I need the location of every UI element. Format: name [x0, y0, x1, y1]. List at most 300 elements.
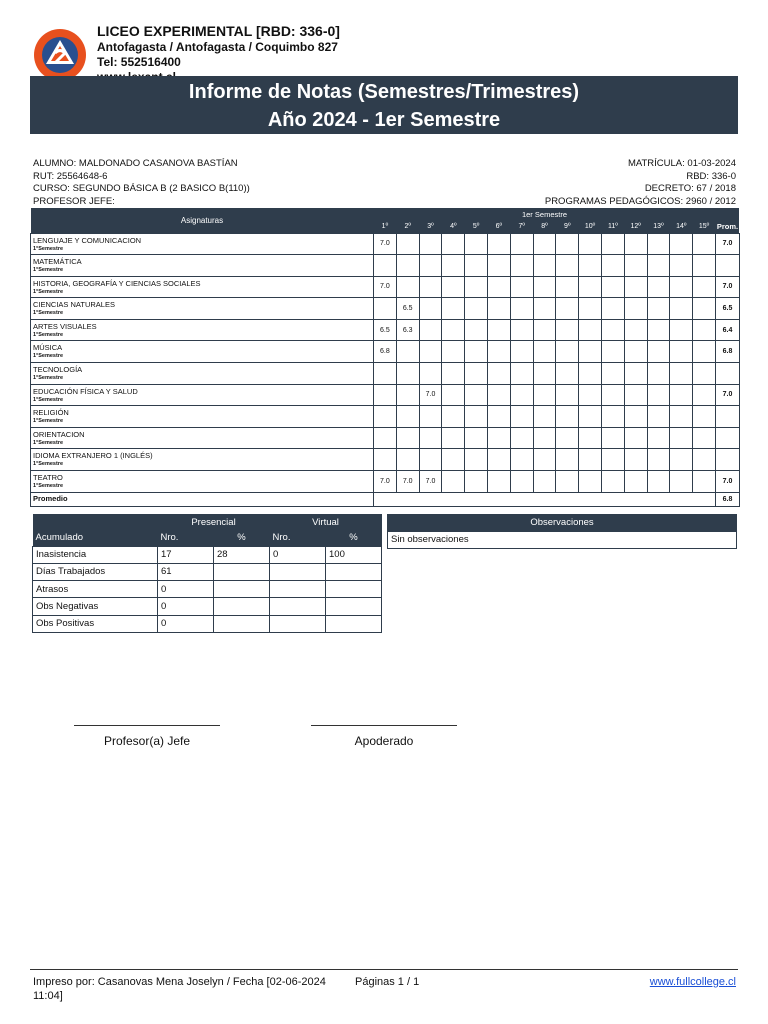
decree: DECRETO: 67 / 2018 [644, 183, 736, 194]
grade-cell [601, 341, 624, 363]
grade-col-header: 5º [465, 220, 488, 233]
subject-cell [31, 255, 374, 277]
subject-average [715, 449, 739, 471]
grade-cell [556, 233, 579, 255]
semester-header: 1er Semestre [374, 208, 716, 220]
grade-cell [510, 363, 533, 385]
grade-cell [533, 384, 556, 406]
grade-col-header: 2º [396, 220, 419, 233]
attendance-table [32, 514, 382, 633]
grade-cell [624, 471, 647, 493]
subject-average: 7.0 [715, 233, 739, 255]
attendance-row [33, 581, 382, 598]
grade-cell [487, 298, 510, 320]
grade-cell [442, 298, 465, 320]
student-rut: RUT: 25564648-6 [33, 170, 108, 182]
grade-cell [419, 341, 442, 363]
grade-cell: 6.5 [396, 298, 419, 320]
grade-cell [624, 406, 647, 428]
grade-cell [556, 384, 579, 406]
attendance-cell [326, 598, 382, 615]
grade-cell [510, 449, 533, 471]
subject-row [31, 233, 740, 255]
subject-cell [31, 427, 374, 449]
grade-cell [693, 255, 716, 277]
grade-cell [670, 449, 693, 471]
grade-col-header: 4º [442, 220, 465, 233]
grade-cell [601, 276, 624, 298]
attendance-cell: 61 [158, 563, 214, 580]
grade-cell [487, 255, 510, 277]
subject-cell [31, 233, 374, 255]
grade-cell [624, 341, 647, 363]
grade-cell [533, 233, 556, 255]
grade-cell [442, 255, 465, 277]
grade-cell [442, 363, 465, 385]
grade-cell [533, 298, 556, 320]
subject-row [31, 319, 740, 341]
enrollment-date: MATRÍCULA: 01-03-2024 [627, 158, 736, 169]
subject-term: 1°Semestre [33, 331, 64, 338]
subject-cell [31, 471, 374, 493]
grade-cell: 7.0 [419, 384, 442, 406]
grade-cell [465, 298, 488, 320]
grade-cell [487, 449, 510, 471]
grade-cell [533, 363, 556, 385]
grade-cell [419, 406, 442, 428]
grade-cell [510, 319, 533, 341]
grade-cell [579, 363, 602, 385]
attendance-cell [270, 581, 326, 598]
subject-term: 1°Semestre [33, 418, 64, 425]
grade-cell [647, 319, 670, 341]
grade-cell [465, 384, 488, 406]
grade-cell [579, 406, 602, 428]
grade-cell [442, 406, 465, 428]
grade-cell [374, 298, 397, 320]
grade-cell [419, 319, 442, 341]
grade-cell [693, 233, 716, 255]
grade-cell [396, 233, 419, 255]
grade-cell [693, 384, 716, 406]
grade-cell [670, 427, 693, 449]
grade-cell [647, 427, 670, 449]
grade-cell [647, 384, 670, 406]
student-info [33, 158, 250, 208]
observations-box [387, 514, 737, 549]
grade-cell [647, 255, 670, 277]
average-label: Promedio [31, 492, 374, 506]
grade-cell [374, 384, 397, 406]
grade-cell [670, 255, 693, 277]
subject-term: 1°Semestre [33, 267, 64, 274]
printed-by-line2: 11:04] [33, 990, 63, 1002]
subject-cell [31, 363, 374, 385]
grade-cell [670, 319, 693, 341]
grade-cell [693, 341, 716, 363]
report-title: Informe de Notas (Semestres/Trimestres) [188, 81, 580, 103]
grade-cell [647, 276, 670, 298]
grade-cell [601, 471, 624, 493]
subject-cell [31, 298, 374, 320]
head-teacher: PROFESOR JEFE: [33, 195, 115, 207]
grade-cell [487, 341, 510, 363]
grade-cell [374, 449, 397, 471]
average-row [31, 492, 740, 506]
grade-cell [624, 384, 647, 406]
attendance-cell [214, 581, 270, 598]
subject-average [715, 363, 739, 385]
grade-cell [624, 276, 647, 298]
grade-cell [556, 406, 579, 428]
attendance-cell: 100 [326, 546, 382, 563]
grade-cell [510, 255, 533, 277]
student-course: CURSO: SEGUNDO BÁSICA B (2 BASICO B(110)) [33, 183, 250, 194]
acumulado-header: Acumulado [33, 530, 158, 546]
subject-cell [31, 449, 374, 471]
grade-cell [442, 384, 465, 406]
grade-cell [579, 255, 602, 277]
grade-cell [579, 449, 602, 471]
attendance-row [33, 563, 382, 580]
subject-row [31, 449, 740, 471]
grade-cell [579, 384, 602, 406]
grade-cell [487, 384, 510, 406]
subject-term: 1°Semestre [33, 353, 64, 360]
grade-cell [624, 363, 647, 385]
grade-cell [396, 276, 419, 298]
grade-col-header: 3º [419, 220, 442, 233]
subject-row [31, 341, 740, 363]
grade-cell [396, 406, 419, 428]
grade-cell [556, 298, 579, 320]
grade-cell [465, 427, 488, 449]
grade-cell [579, 233, 602, 255]
grade-cell: 7.0 [374, 276, 397, 298]
subject-average [715, 406, 739, 428]
attendance-cell: Obs Positivas [33, 615, 158, 632]
grade-col-header: 13º [647, 220, 670, 233]
subject-average: 6.8 [715, 341, 739, 363]
grade-cell [533, 427, 556, 449]
grade-cell [374, 406, 397, 428]
subject-term: 1°Semestre [33, 245, 64, 252]
grade-cell [601, 319, 624, 341]
grade-cell [419, 276, 442, 298]
subject-name: TEATRO [33, 473, 63, 483]
grade-cell [601, 363, 624, 385]
teacher-signature: Profesor(a) Jefe [74, 725, 220, 748]
subject-average [715, 255, 739, 277]
grade-cell [533, 449, 556, 471]
subject-name: CIENCIAS NATURALES [33, 300, 115, 310]
grade-cell [465, 319, 488, 341]
subject-term: 1°Semestre [33, 483, 64, 490]
grade-cell [624, 427, 647, 449]
virtual-nro-header: Nro. [270, 530, 326, 546]
grade-cell [693, 363, 716, 385]
grade-cell [510, 471, 533, 493]
grade-cell: 7.0 [419, 471, 442, 493]
grade-cell [693, 427, 716, 449]
grade-cell [670, 233, 693, 255]
grade-cell [579, 298, 602, 320]
grade-cell: 6.8 [374, 341, 397, 363]
subject-row [31, 298, 740, 320]
grade-cell [533, 276, 556, 298]
grade-cell [510, 427, 533, 449]
attendance-cell: 17 [158, 546, 214, 563]
grade-cell [624, 255, 647, 277]
subjects-header: Asignaturas [31, 208, 374, 233]
grade-cell [510, 406, 533, 428]
grade-cell [442, 233, 465, 255]
grade-cell [579, 319, 602, 341]
grade-cell [556, 319, 579, 341]
grade-cell [465, 471, 488, 493]
enrollment-info [545, 158, 736, 208]
grade-col-header: 14º [670, 220, 693, 233]
grade-col-header: 12º [624, 220, 647, 233]
overall-average: 6.8 [715, 492, 739, 506]
grade-cell [442, 427, 465, 449]
grade-cell [465, 255, 488, 277]
attendance-cell: 0 [158, 598, 214, 615]
grade-cell [601, 406, 624, 428]
grade-cell [487, 276, 510, 298]
subject-name: LENGUAJE Y COMUNICACION [33, 235, 142, 245]
subject-row [31, 255, 740, 277]
grade-cell [396, 384, 419, 406]
report-title-bar [30, 76, 738, 134]
subject-name: MÚSICA [33, 343, 63, 353]
observations-header: Observaciones [387, 514, 737, 531]
grade-cell [693, 449, 716, 471]
page-count: Páginas 1 / 1 [355, 976, 420, 988]
grade-cell [419, 427, 442, 449]
attendance-cell [270, 598, 326, 615]
subject-average [715, 427, 739, 449]
subject-row [31, 363, 740, 385]
grade-cell [487, 427, 510, 449]
attendance-row [33, 598, 382, 615]
grade-cell: 6.3 [396, 319, 419, 341]
grade-cell [556, 341, 579, 363]
grade-cell [693, 471, 716, 493]
grade-cell [419, 255, 442, 277]
grade-cell [647, 341, 670, 363]
grade-cell [556, 449, 579, 471]
subject-term: 1°Semestre [33, 396, 64, 403]
printed-by-line1: Impreso por: Casanovas Mena Joselyn / Fecha [02-06-2024 [33, 976, 326, 988]
grade-cell [419, 298, 442, 320]
attendance-row [33, 615, 382, 632]
grade-cell [442, 449, 465, 471]
subject-name: RELIGIÓN [33, 408, 69, 418]
grade-col-header: 8º [533, 220, 556, 233]
grade-cell [601, 427, 624, 449]
footer-divider [30, 969, 738, 970]
grade-cell [442, 276, 465, 298]
school-phone: Tel: 552516400 [97, 55, 181, 69]
grade-cell [487, 363, 510, 385]
grade-cell [624, 449, 647, 471]
grade-col-header: 10º [579, 220, 602, 233]
grade-cell [510, 233, 533, 255]
grade-cell [556, 363, 579, 385]
guardian-signature: Apoderado [311, 725, 457, 748]
grade-cell [670, 363, 693, 385]
subject-average: 7.0 [715, 471, 739, 493]
attendance-cell: 28 [214, 546, 270, 563]
attendance-row [33, 546, 382, 563]
grade-cell [533, 255, 556, 277]
virtual-pct-header: % [326, 530, 382, 546]
grade-cell [442, 341, 465, 363]
grade-cell [647, 298, 670, 320]
grade-cell [442, 471, 465, 493]
subject-name: TECNOLOGÍA [33, 365, 83, 375]
grade-col-header: 6º [487, 220, 510, 233]
fullcollege-link[interactable]: www.fullcollege.cl [649, 976, 736, 988]
prom-header: Prom. [715, 220, 739, 233]
grade-cell [419, 233, 442, 255]
grade-cell [670, 471, 693, 493]
grade-cell [487, 233, 510, 255]
grade-col-header: 15º [693, 220, 716, 233]
subject-term: 1°Semestre [33, 439, 64, 446]
subject-row [31, 406, 740, 428]
grade-cell [510, 384, 533, 406]
attendance-cell [214, 615, 270, 632]
grade-cell [465, 341, 488, 363]
subject-row [31, 427, 740, 449]
grade-cell [624, 319, 647, 341]
grade-cell [419, 449, 442, 471]
grade-cell [533, 341, 556, 363]
grade-cell [465, 406, 488, 428]
grade-cell [556, 255, 579, 277]
grade-cell [487, 319, 510, 341]
attendance-cell [326, 581, 382, 598]
grade-cell: 7.0 [374, 471, 397, 493]
grade-cell [601, 255, 624, 277]
grade-cell [465, 276, 488, 298]
grade-cell [465, 449, 488, 471]
grade-cell [556, 276, 579, 298]
attendance-cell: Atrasos [33, 581, 158, 598]
student-name: ALUMNO: MALDONADO CASANOVA BASTÍAN [33, 158, 238, 169]
grade-cell [510, 276, 533, 298]
printed-by [33, 975, 326, 1003]
grade-cell: 7.0 [374, 233, 397, 255]
subject-average: 7.0 [715, 384, 739, 406]
grade-cell [396, 363, 419, 385]
report-subtitle: Año 2024 - 1er Semestre [267, 109, 501, 131]
subject-row [31, 384, 740, 406]
subject-average: 6.5 [715, 298, 739, 320]
school-name: LICEO EXPERIMENTAL [RBD: 336-0] [97, 23, 340, 39]
grade-cell [670, 384, 693, 406]
grade-col-header: 9º [556, 220, 579, 233]
grade-cell: 7.0 [396, 471, 419, 493]
subject-name: ORIENTACION [33, 429, 85, 439]
grade-cell [556, 471, 579, 493]
grade-cell [556, 427, 579, 449]
grade-cell [601, 384, 624, 406]
grade-cell [670, 406, 693, 428]
grade-cell [601, 449, 624, 471]
attendance-cell: Inasistencia [33, 546, 158, 563]
attendance-cell: 0 [270, 546, 326, 563]
subject-name: EDUCACIÓN FÍSICA Y SALUD [33, 386, 138, 396]
grade-cell [579, 471, 602, 493]
subject-cell [31, 341, 374, 363]
presencial-header: Presencial [158, 514, 270, 530]
presencial-pct-header: % [214, 530, 270, 546]
subject-cell [31, 384, 374, 406]
virtual-header: Virtual [270, 514, 382, 530]
grade-cell [579, 341, 602, 363]
school-logo-icon [33, 28, 87, 82]
grade-cell [647, 406, 670, 428]
attendance-cell [326, 615, 382, 632]
grade-cell [419, 363, 442, 385]
grade-cell [579, 427, 602, 449]
attendance-cell [326, 563, 382, 580]
grade-cell [396, 427, 419, 449]
grade-cell [670, 341, 693, 363]
grade-cell [396, 341, 419, 363]
grade-col-header: 1º [374, 220, 397, 233]
grade-cell [647, 233, 670, 255]
grade-cell [693, 406, 716, 428]
rbd: RBD: 336-0 [686, 170, 736, 182]
grade-cell [647, 363, 670, 385]
grade-cell [601, 233, 624, 255]
grade-cell [647, 449, 670, 471]
presencial-nro-header: Nro. [158, 530, 214, 546]
grade-cell [374, 255, 397, 277]
grade-cell [396, 449, 419, 471]
grades-table [30, 208, 740, 507]
grade-cell [487, 406, 510, 428]
subject-average: 7.0 [715, 276, 739, 298]
grade-cell [510, 341, 533, 363]
attendance-cell: Días Trabajados [33, 563, 158, 580]
grade-cell [647, 471, 670, 493]
grade-cell: 6.5 [374, 319, 397, 341]
grade-col-header: 11º [601, 220, 624, 233]
subject-row [31, 276, 740, 298]
grade-cell [693, 319, 716, 341]
subject-name: ARTES VISUALES [33, 321, 97, 331]
subject-average: 6.4 [715, 319, 739, 341]
subject-name: IDIOMA EXTRANJERO 1 (INGLÉS) [33, 451, 153, 461]
attendance-cell: 0 [158, 581, 214, 598]
subject-term: 1°Semestre [33, 310, 64, 317]
grade-cell [579, 276, 602, 298]
grade-cell [374, 363, 397, 385]
grade-cell [533, 319, 556, 341]
grade-cell [510, 298, 533, 320]
school-address: Antofagasta / Antofagasta / Coquimbo 827 [97, 40, 338, 54]
subject-term: 1°Semestre [33, 375, 64, 382]
programs: PROGRAMAS PEDAGÓGICOS: 2960 / 2012 [544, 195, 736, 207]
grade-cell [670, 276, 693, 298]
grade-cell [601, 298, 624, 320]
grade-cell [624, 298, 647, 320]
